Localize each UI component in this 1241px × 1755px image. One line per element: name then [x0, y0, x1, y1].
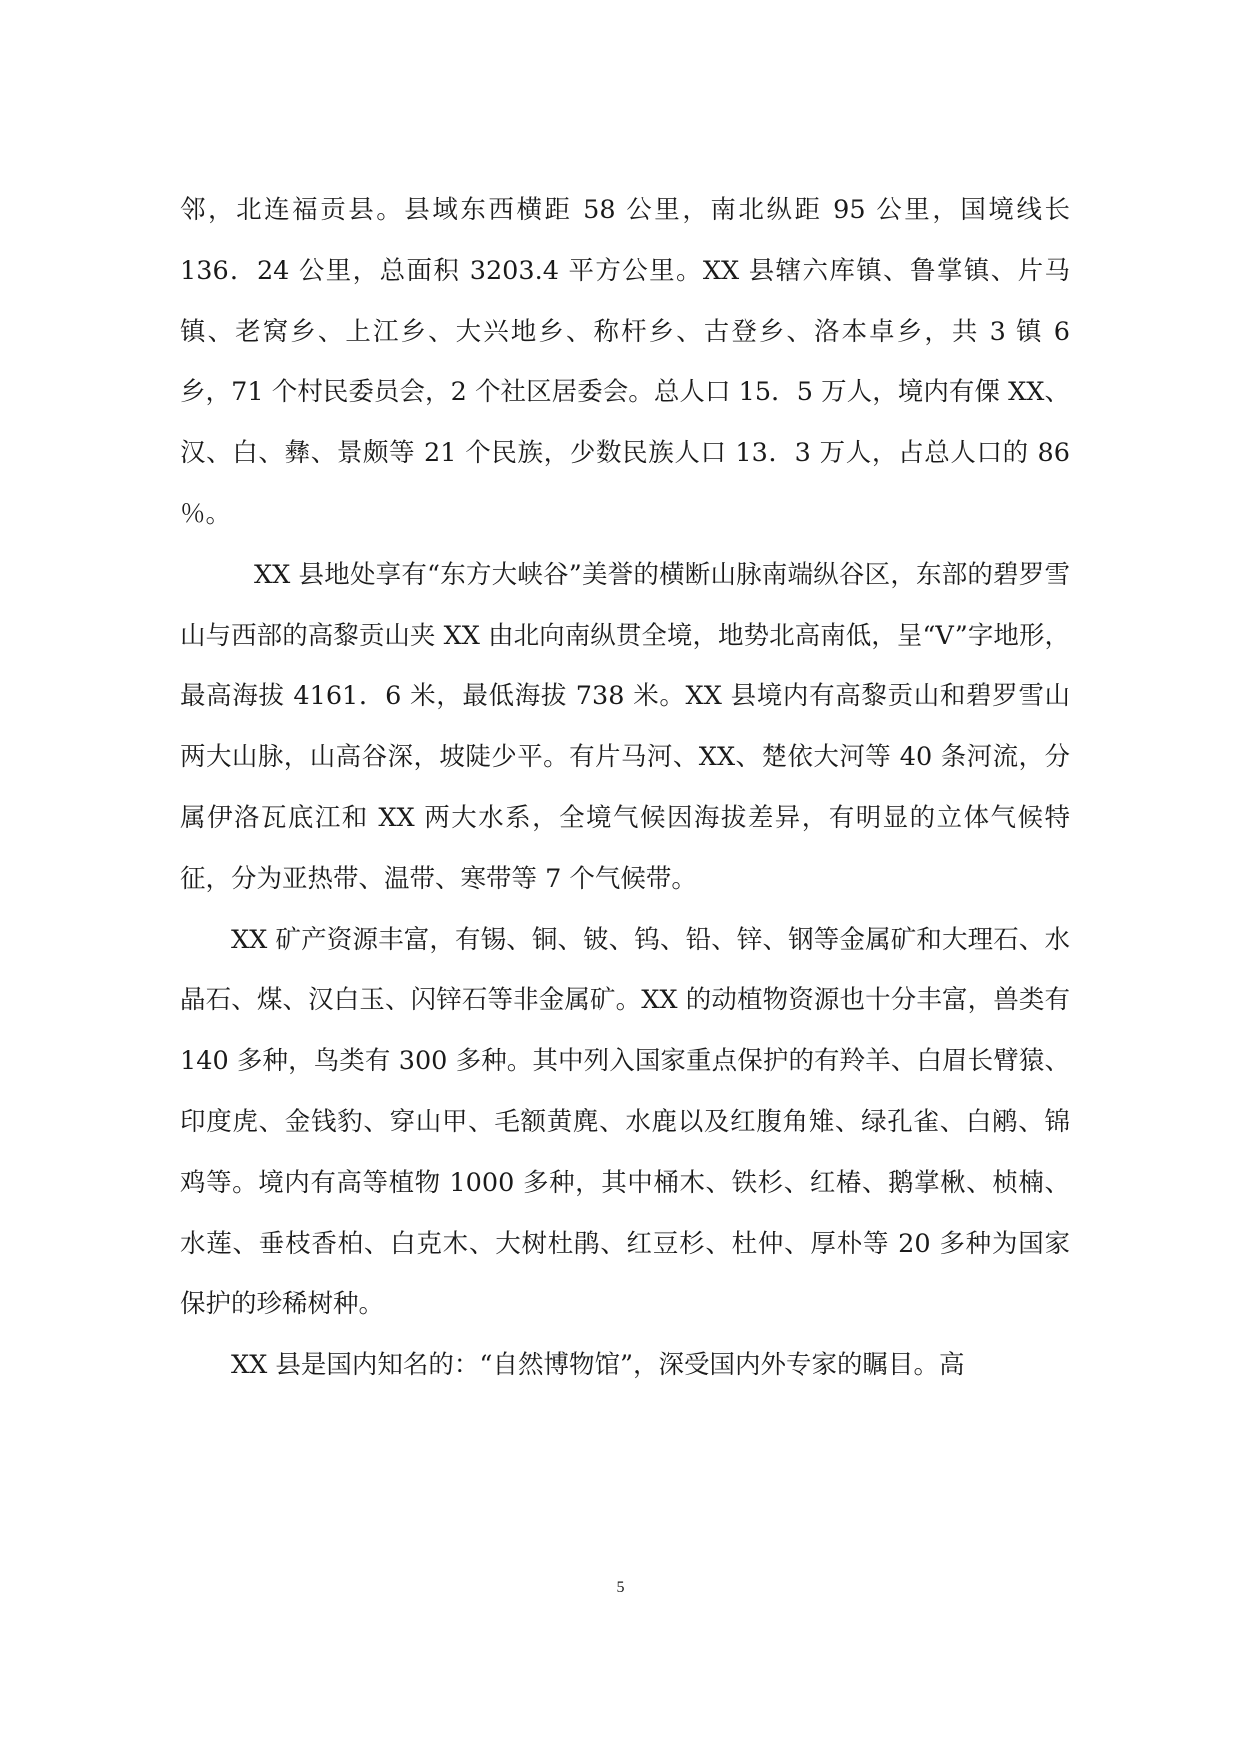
paragraph-museum: XX 县是国内知名的：“自然博物馆”，深受国内外专家的瞩目。高: [231, 1350, 965, 1381]
paragraph-resources: XX 矿产资源丰富，有锡、铜、铍、钨、铅、锌、钢等金属矿和大理石、水晶石、煤、汉白玉、闪锌石等非金属矿。XX 的动植物资源也十分丰富，兽类有 140 多种，鸟类有 300 多种。其中列入国家重点保护的有羚羊、白眉长臂猿、印度虎、金钱豹、穿山甲、毛额黄麂、水鹿以及红腹角雉、绿孔雀、白鹇、锦鸡等。境内有高等植物 1000 多种，其中桶木、铁杉、红椿、鹅掌楸、桢楠、水莲、垂枝香柏、白克木、大树杜鹃、红豆杉、杜仲、厚朴等 20 多种为国家保护的珍稀树种。: [180, 924, 1070, 1320]
document-body: [180, 180, 1096, 1396]
paragraph-terrain: XX 县地处享有“东方大峡谷”美誉的横断山脉南端纵谷区，东部的碧罗雪山与西部的高黎贡山夹 XX 由北向南纵贯全境，地势北高南低，呈“V”字地形，最高海拔 4161．6 米，最低海拔 738 米。XX 县境内有高黎贡山和碧罗雪山两大山脉，山高谷深，坡陡少平。有片马河、XX、楚依大河等 40 条河流，分属伊洛瓦底江和 XX 两大水系，全境气候因海拔差异，有明显的立体气候特征，分为亚热带、温带、寒带等 7 个气候带。: [180, 559, 1070, 894]
page-number: 5: [616, 1579, 625, 1596]
paragraph-continued: 邻，北连福贡县。县域东西横距 58 公里，南北纵距 95 公里，国境线长 136．24 公里，总面积 3203.4 平方公里。XX 县辖六库镇、鲁掌镇、片马镇、老窝乡、上江乡、大兴地乡、称杆乡、古登乡、洛本卓乡，共 3 镇 6 乡，71 个村民委员会，2 个社区居委会。总人口 15．5 万人，境内有傈 XX、汉、白、彝、景颇等 21 个民族，少数民族人口 13．3 万人，占总人口的 86 ％。: [180, 195, 1096, 529]
